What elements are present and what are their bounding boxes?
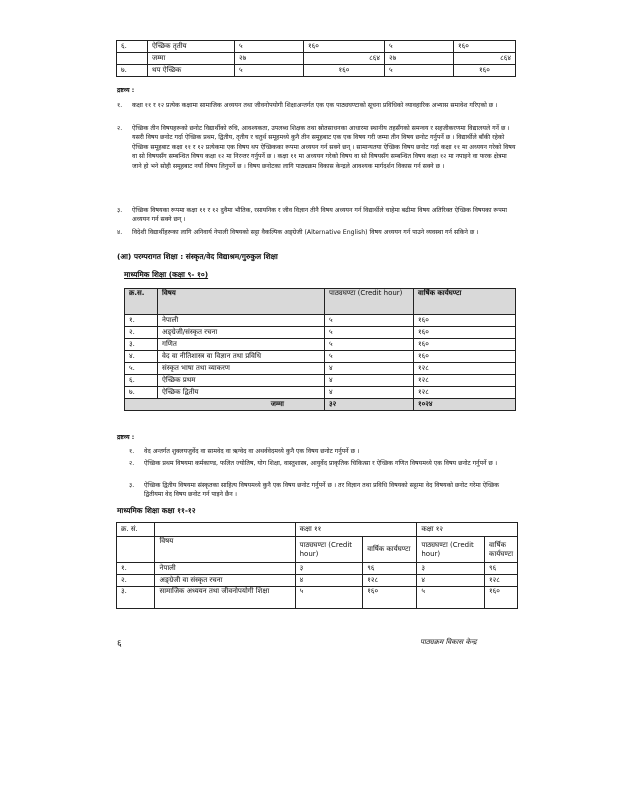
cell: ऐच्छिक द्वितीय <box>158 387 325 399</box>
table-row <box>125 351 516 363</box>
table-row <box>125 375 516 387</box>
cell: १. <box>125 315 158 327</box>
cell: ४ <box>325 387 414 399</box>
total-annual: १०२४ <box>414 399 516 411</box>
note-text: ऐच्छिक प्रथम विषयमा कर्मकाण्ड, फलित ज्योतिष, योग शिक्षा, वास्तुशास्त्र, आयुर्वेद प्राकृतिक चिकित्सा र ऐच्छिक गणित विषयमध्ये एक विषय छनोट गर्नुपर्ने छ । <box>144 460 498 467</box>
note-text: कक्षा ११ र १२ प्रत्येक कक्षामा सामाजिक अध्ययन तथा जीवनोपयोगी शिक्षाअन्तर्गत एक एक पाठ्यघण्टाको सूचना प्रविधिको व्यावहारिक अभ्यास समावेश गरिएको छ । <box>132 102 498 109</box>
cell: १६० <box>414 351 516 363</box>
footer-center-name: पाठ्यक्रम विकास केन्द्र <box>420 638 477 646</box>
column-header: वार्षिक कार्यघण्टा <box>485 537 518 563</box>
cell: ३ <box>295 563 363 575</box>
table-row <box>117 563 518 575</box>
section-heading: (आ) परम्परागत शिक्षा : संस्कृत/वेद विद्याश्रम/गुरुकुल शिक्षा <box>117 252 278 261</box>
cell: १२८ <box>363 575 417 587</box>
table-row <box>117 65 516 77</box>
cell: ५ <box>295 587 363 609</box>
cell: १. <box>117 563 155 575</box>
column-header: कक्षा १२ <box>417 523 518 537</box>
page-number: ६ <box>117 639 122 649</box>
cell: २७ <box>385 53 454 65</box>
cell: ५ <box>235 41 304 53</box>
subsection-heading: माध्यमिक शिक्षा (कक्षा ९- १०) <box>124 270 209 279</box>
table-row <box>125 327 516 339</box>
note-number: ३. <box>117 207 123 214</box>
cell: जम्मा <box>148 53 235 65</box>
column-header: विषय <box>155 537 295 563</box>
total-hours: ३२ <box>325 399 414 411</box>
cell: ८६४ <box>304 53 385 65</box>
table-row <box>117 53 516 65</box>
table-row <box>125 363 516 375</box>
note-number: ३. <box>129 482 135 489</box>
cell: ४ <box>325 363 414 375</box>
cell: १६० <box>304 41 385 53</box>
cell: ८६४ <box>454 53 516 65</box>
cell: ५ <box>417 587 485 609</box>
column-header: वार्षिक कार्यघण्टा <box>414 289 516 315</box>
total-label: जम्मा <box>125 399 325 411</box>
cell <box>117 53 148 65</box>
table-row <box>117 587 518 609</box>
cell: ७. <box>125 387 158 399</box>
cell: गणित <box>158 339 325 351</box>
cell: १६० <box>304 65 385 77</box>
cell: ६. <box>125 375 158 387</box>
column-header: क्र. सं. <box>117 523 155 537</box>
cell: १२८ <box>485 575 518 587</box>
subsection-heading: माध्यमिक शिक्षा कक्षा ११-१२ <box>117 506 196 515</box>
cell: ५ <box>325 351 414 363</box>
table-header-row <box>125 289 516 315</box>
cell-empty <box>155 523 295 537</box>
cell: ७. <box>117 65 148 77</box>
note-text: ऐच्छिक विषयका रूपमा कक्षा ११ र १२ दुवैमा भौतिक, रसायनिक र जीव विज्ञान तीनै विषय अध्ययन गर्न विद्यार्थीले चाहेमा बढीमा विषय अतिरिक्त ऐच्छिक विषयका रूपमा अध्ययन गर्न सक्ने छन् । <box>132 207 508 224</box>
table-row <box>117 41 516 53</box>
cell: नेपाली <box>158 315 325 327</box>
table-total-row <box>125 399 516 411</box>
cell: नेपाली <box>155 563 295 575</box>
cell: १२८ <box>414 375 516 387</box>
cell-empty <box>117 537 155 563</box>
cell: ९६ <box>485 563 518 575</box>
note-number: २. <box>117 125 123 132</box>
cell: ३ <box>417 563 485 575</box>
cell: ६. <box>117 41 148 53</box>
cell: ५ <box>385 41 454 53</box>
column-header: क्र.स. <box>125 289 158 315</box>
table-header-row <box>117 537 518 563</box>
table-secondary-11-12 <box>116 522 518 609</box>
cell: ३. <box>125 339 158 351</box>
cell: १६० <box>414 327 516 339</box>
cell: ऐच्छिक तृतीय <box>148 41 235 53</box>
cell: थप ऐच्छिक <box>148 65 235 77</box>
note-text: ऐच्छिक तीन विषयहरूको छनोट विद्यार्थीको रुचि, आवश्यकता, उपलब्ध शिक्षक तथा स्रोतसाधनका आधारमा स्थानीय तहसँगको समन्वय र सहजीकरणमा विद्यालयले गर्ने छ । यसरी विषय छनोट गर्दा ऐच्छिक प्रथम, द्वितीय, तृतीय र चतुर्थ समूहमध्ये कुनै तीन समूहबाट एक एक विषय गरी जम्मा तीन विषय छनोट गर्नुपर्ने छ । विद्यार्थीले बाँकी रहेको ऐच्छिक समूहबाट कक्षा ११ र १२ प्रत्येकमा एक विषय थप ऐच्छिकका रूपमा अध्ययन गर्न सक्ने छन् । सामान्यतया ऐच्छिक विषय छनोट गर्दा कक्षा ११ मा अध्ययन गरेको विषय वा सो विषयसँग सम्बन्धित विषय कक्षा १२ मा निरन्तर गर्नुपर्ने छ । कक्षा ११ मा अध्ययन गरेको विषय वा सो विषयसँग सम्बन्धित विषय कक्षा १२ मा नपाइने वा फरक क्षेत्रमा जाने हो भने सोही समूहबाट नयाँ विषय लिनुपर्ने छ । विषय छनोटका लागि पाठ्यक्रम विकास केन्द्रले आवश्यक मार्गदर्शन विकास गर्न सक्ने छ । <box>132 125 516 170</box>
cell: ५ <box>325 315 414 327</box>
note-text: विदेशी विद्यार्थीहरूका लागि अनिवार्य नेपाली विषयको सट्टा वैकल्पिक अङ्ग्रेजी (Alternative English) विषय अध्ययन गर्न पाउने व्यवस्था गर्न सकिने छ । <box>132 229 479 236</box>
cell: ऐच्छिक प्रथम <box>158 375 325 387</box>
note-text: ऐच्छिक द्वितीय विषयमा संस्कृतका साहित्य विषयमध्ये कुनै एक विषय छनोट गर्नुपर्ने छ । तर विज्ञान तथा प्रविधि विषयको सट्टामा वेद विषयको छनोट गरेमा ऐच्छिक द्वितीयमा वेद विषय छनोट गर्न पाइने छैन । <box>144 482 500 499</box>
table-row <box>125 339 516 351</box>
cell: वेद वा नीतिशास्त्र वा विज्ञान तथा प्रविधि <box>158 351 325 363</box>
table-row <box>117 575 518 587</box>
cell: १२८ <box>414 387 516 399</box>
table-continued <box>116 40 516 77</box>
cell: ९६ <box>363 563 417 575</box>
cell: ५ <box>325 339 414 351</box>
cell: २७ <box>235 53 304 65</box>
cell: १६० <box>454 65 516 77</box>
cell: ३. <box>117 587 155 609</box>
note-number: १. <box>129 448 135 455</box>
column-header: विषय <box>158 289 325 315</box>
cell: सामाजिक अध्ययन तथा जीवनोपयोगी शिक्षा <box>155 587 295 609</box>
cell: ५ <box>235 65 304 77</box>
column-header: पाठ्यघण्टा (Credit hour) <box>295 537 363 563</box>
note-number: २. <box>129 460 135 467</box>
note-number: १. <box>117 102 123 109</box>
cell: ४ <box>295 575 363 587</box>
cell: ५. <box>125 363 158 375</box>
table-row <box>125 315 516 327</box>
cell: १६० <box>454 41 516 53</box>
cell: २. <box>125 327 158 339</box>
cell: ४. <box>125 351 158 363</box>
cell: १६० <box>414 315 516 327</box>
note-text: वेद अन्तर्गत शुक्लयजुर्वेद वा सामवेद वा ऋग्वेद वा अथर्ववेदमध्ये कुनै एक विषय छनोट गर्नुपर्ने छ । <box>144 448 360 455</box>
cell: १६० <box>363 587 417 609</box>
note-number: ४. <box>117 229 123 236</box>
column-header: कक्षा ११ <box>295 523 417 537</box>
cell: ५ <box>385 65 454 77</box>
notes-title: द्रष्टव्य : <box>117 87 135 94</box>
cell: संस्कृत भाषा तथा व्याकरण <box>158 363 325 375</box>
column-header: वार्षिक कार्यघण्टा <box>363 537 417 563</box>
cell: अङ्ग्रेजी वा संस्कृत रचना <box>155 575 295 587</box>
column-header: पाठ्यघण्टा (Credit hour) <box>325 289 414 315</box>
cell: ४ <box>417 575 485 587</box>
cell: १६० <box>414 339 516 351</box>
cell: अङ्ग्रेजी/संस्कृत रचना <box>158 327 325 339</box>
notes-title: द्रष्टव्य : <box>117 434 135 441</box>
table-header-row <box>117 523 518 537</box>
table-secondary-9-10 <box>124 288 516 411</box>
cell: २. <box>117 575 155 587</box>
cell: १२८ <box>414 363 516 375</box>
cell: ४ <box>325 375 414 387</box>
cell: ५ <box>325 327 414 339</box>
column-header: पाठ्यघण्टा (Credit hour) <box>417 537 485 563</box>
cell: १६० <box>485 587 518 609</box>
table-row <box>125 387 516 399</box>
